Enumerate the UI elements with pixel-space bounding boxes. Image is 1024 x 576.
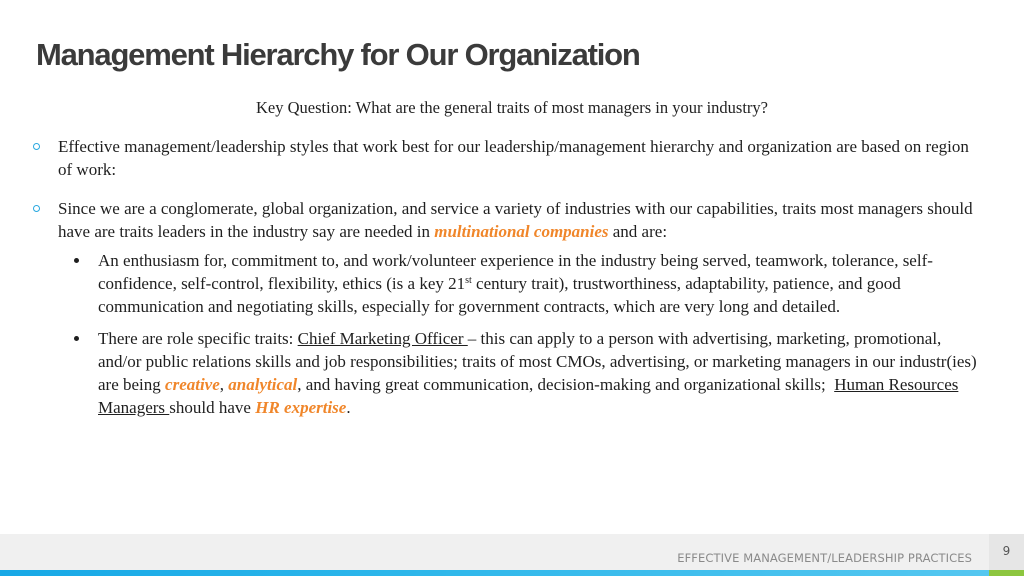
slide-body xyxy=(0,135,1024,428)
footer-text: EFFECTIVE MANAGEMENT/LEADERSHIP PRACTICES xyxy=(677,551,972,565)
bullet-text: and are: xyxy=(608,222,668,241)
sub-bullet-text: . xyxy=(346,398,351,417)
footer-blue-strip xyxy=(0,570,989,576)
link-chief-marketing-officer[interactable]: Chief Marketing Officer xyxy=(297,329,468,348)
bullet-text: Effective management/leadership styles that work best for our leadership/management hierarchy and organization are based on region of work: xyxy=(58,137,969,179)
bullet-item-1 xyxy=(0,135,1024,181)
dot-bullet-icon xyxy=(74,258,79,263)
footer-green-strip xyxy=(989,570,1024,576)
highlight-creative: creative xyxy=(165,375,220,394)
superscript: st xyxy=(465,275,472,286)
highlight-hr-expertise: HR expertise xyxy=(255,398,347,417)
highlight-analytical: analytical xyxy=(228,375,298,394)
highlight-multinational-companies: multinational companies xyxy=(434,222,609,241)
link-human-resources-managers[interactable]: Human Resources Managers xyxy=(98,375,959,417)
bullet-text: Since we are a conglomerate, global organization, and service a variety of industries with our capabilities, traits most managers should have are traits leaders in the industry say are needed in xyxy=(58,199,973,241)
hollow-circle-bullet-icon xyxy=(33,143,40,150)
bullet-item-2 xyxy=(0,197,1024,243)
hollow-circle-bullet-icon xyxy=(33,205,40,212)
sub-bullet-item-2 xyxy=(0,327,1024,419)
sub-bullet-text: , and having great communication, decision-making and organizational skills; xyxy=(297,375,835,394)
page-number: 9 xyxy=(1002,544,1011,558)
dot-bullet-icon xyxy=(74,336,79,341)
slide-title: Management Hierarchy for Our Organization xyxy=(36,37,640,72)
sub-bullet-text: century trait), trustworthiness, adaptability, patience, and good communication and negotiating skills, especially for government contracts, which are very long and detailed. xyxy=(98,274,901,316)
page-number-box xyxy=(989,534,1024,570)
sub-bullet-text: An enthusiasm for, commitment to, and work/volunteer experience in the industry being served, teamwork, tolerance, self-confidence, self-control, flexibility, ethics (is a key 21 xyxy=(98,251,933,293)
sub-bullet-text: There are role specific traits: xyxy=(98,329,298,348)
sub-bullet-text: should have xyxy=(169,398,256,417)
key-question: Key Question: What are the general traits of most managers in your industry? xyxy=(256,98,768,117)
sub-bullet-text: , xyxy=(219,375,229,394)
sub-bullet-item-1 xyxy=(0,249,1024,318)
sub-bullet-text: – this can apply to a person with advertising, marketing, promotional, and/or public relations skills and job responsibilities; traits of most CMOs, advertising, or marketing managers in our industr(ies) are being xyxy=(98,329,977,394)
